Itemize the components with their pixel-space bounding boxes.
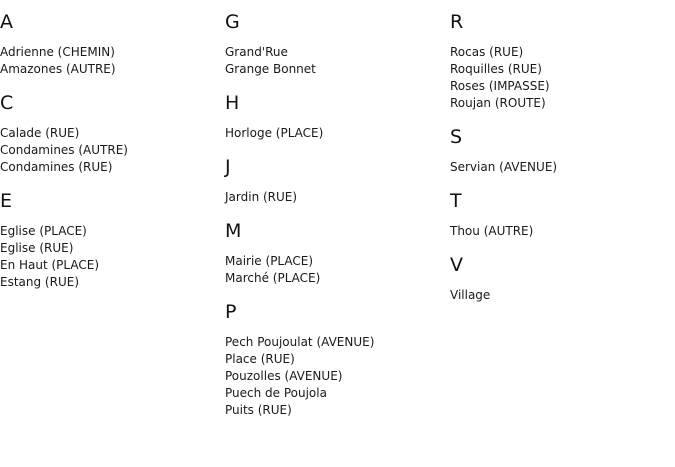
street-link[interactable]: Estang (RUE) <box>0 275 79 289</box>
group-letter: A <box>0 11 13 33</box>
group-letter: J <box>225 156 231 178</box>
street-link[interactable]: Grange Bonnet <box>225 62 316 76</box>
street-link[interactable]: Horloge (PLACE) <box>225 126 324 140</box>
street-link[interactable]: Pech Poujoulat (AVENUE) <box>225 335 375 349</box>
street-link[interactable]: Amazones (AUTRE) <box>0 62 116 76</box>
street-link[interactable]: Calade (RUE) <box>0 126 80 140</box>
letter-group-c <box>0 91 220 176</box>
group-letter: P <box>225 301 237 323</box>
street-list <box>450 159 670 176</box>
street-list <box>225 125 445 142</box>
group-letter: S <box>450 126 463 148</box>
letter-group-p <box>225 300 445 419</box>
street-link[interactable]: Eglise (PLACE) <box>0 224 87 238</box>
letter-group-t <box>450 189 670 240</box>
letter-group-g <box>225 10 445 78</box>
street-link[interactable]: Adrienne (CHEMIN) <box>0 45 115 59</box>
letter-group-h <box>225 91 445 142</box>
letter-group-v <box>450 253 670 304</box>
letter-group-a <box>0 10 220 78</box>
street-link[interactable]: Thou (AUTRE) <box>450 224 534 238</box>
street-link[interactable]: Mairie (PLACE) <box>225 254 314 268</box>
street-link[interactable]: Eglise (RUE) <box>0 241 74 255</box>
group-letter: E <box>0 190 13 212</box>
street-list <box>0 125 220 176</box>
letter-group-m <box>225 219 445 287</box>
street-link[interactable]: Roujan (ROUTE) <box>450 96 546 110</box>
letter-group-j <box>225 155 445 206</box>
group-letter: T <box>450 190 462 212</box>
street-link[interactable]: Jardin (RUE) <box>225 190 298 204</box>
street-link[interactable]: Puech de Poujola <box>225 386 327 400</box>
group-letter: G <box>225 11 240 33</box>
index-column <box>450 10 670 317</box>
street-link[interactable]: En Haut (PLACE) <box>0 258 100 272</box>
street-list <box>225 253 445 287</box>
street-link[interactable]: Pouzolles (AVENUE) <box>225 369 343 383</box>
street-link[interactable]: Grand'Rue <box>225 45 288 59</box>
street-link[interactable]: Rocas (RUE) <box>450 45 524 59</box>
street-list <box>225 334 445 419</box>
street-link[interactable]: Village <box>450 288 491 302</box>
street-link[interactable]: Roses (IMPASSE) <box>450 79 550 93</box>
street-link[interactable]: Marché (PLACE) <box>225 271 321 285</box>
group-letter: H <box>225 92 240 114</box>
group-letter: R <box>450 11 464 33</box>
letter-group-r <box>450 10 670 112</box>
street-list <box>225 189 445 206</box>
street-list <box>0 44 220 78</box>
street-link[interactable]: Puits (RUE) <box>225 403 292 417</box>
street-list <box>450 287 670 304</box>
street-link[interactable]: Condamines (AUTRE) <box>0 143 128 157</box>
street-link[interactable]: Roquilles (RUE) <box>450 62 542 76</box>
group-letter: V <box>450 254 463 276</box>
index-column <box>225 10 445 432</box>
street-list <box>450 44 670 112</box>
index-column <box>0 10 220 304</box>
group-letter: C <box>0 92 14 114</box>
street-link[interactable]: Servian (AVENUE) <box>450 160 558 174</box>
street-list <box>225 44 445 78</box>
street-link[interactable]: Condamines (RUE) <box>0 160 113 174</box>
letter-group-e <box>0 189 220 291</box>
street-list <box>450 223 670 240</box>
street-list <box>0 223 220 291</box>
street-link[interactable]: Place (RUE) <box>225 352 295 366</box>
letter-group-s <box>450 125 670 176</box>
group-letter: M <box>225 220 242 242</box>
